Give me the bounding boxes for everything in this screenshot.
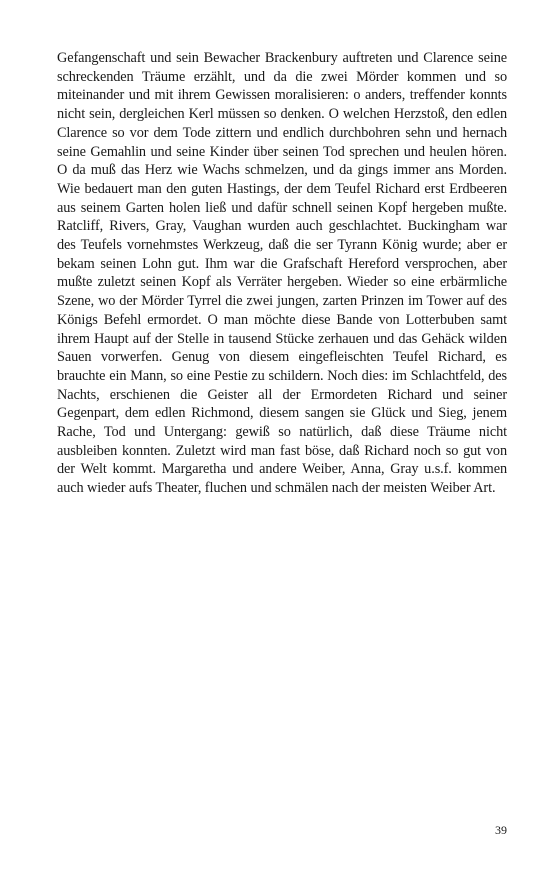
- body-paragraph: Gefangenschaft und sein Bewacher Brackenbury auftreten und Clarence seine schreckenden Träume erzählt, und da die zwei Mörder kommen und so miteinander und mit ihrem Gewissen moralisieren: o anders, treffender konnts nicht sein, dergleichen Kerl müssen so denken. O welchen Herzstoß, den edlen Clarence so vor dem Tode zittern und endlich durchbohren sehn und hernach seine Gemahlin und seine Kinder über seinen Tod sprechen und heulen hören. O da muß das Herz wie Wachs schmelzen, und da gings immer ans Morden. Wie bedauert man den guten Hastings, der dem Teufel Richard erst Erdbeeren aus seinem Garten holen ließ und dafür schnell seinen Kopf hergeben mußte. Ratcliff, Rivers, Gray, Vaughan wurden auch geschlachtet. Buckingham war des Teufels vornehmstes Werkzeug, daß die ser Tyrann König wurde; aber er bekam seinen Lohn gut. Ihm war die Grafschaft Hereford versprochen, aber mußte zuletzt seinen Kopf als Verräter hergeben. Wieder so eine erbärmliche Szene, wo der Mörder Tyrrel die zwei jungen, zarten Prinzen im Tower auf des Königs Befehl ermordet. O man möchte diese Bande von Lotterbuben samt ihrem Haupt auf der Stelle in tausend Stücke zerhauen und das Gehäck wilden Sauen vorwerfen. Genug von diesem eingefleischten Teufel Richard, es brauchte ein Mann, so eine Pestie zu schildern. Noch dies: im Schlachtfeld, des Nachts, erschienen die Geister all der Ermordeten Richard und seiner Gegenpart, dem edlen Richmond, diesem sangen sie Glück und Sieg, jenem Rache, Tod und Untergang: gewiß so natürlich, daß diese Träume nicht ausbleiben konnten. Zuletzt wird man fast böse, daß Richard noch so gut von der Welt kommt. Margaretha und andere Weiber, Anna, Gray u.s.f. kommen auch wieder aufs Theater, fluchen und schmälen nach der meisten Weiber Art.: [57, 50, 507, 497]
- page-number: 39: [495, 823, 507, 837]
